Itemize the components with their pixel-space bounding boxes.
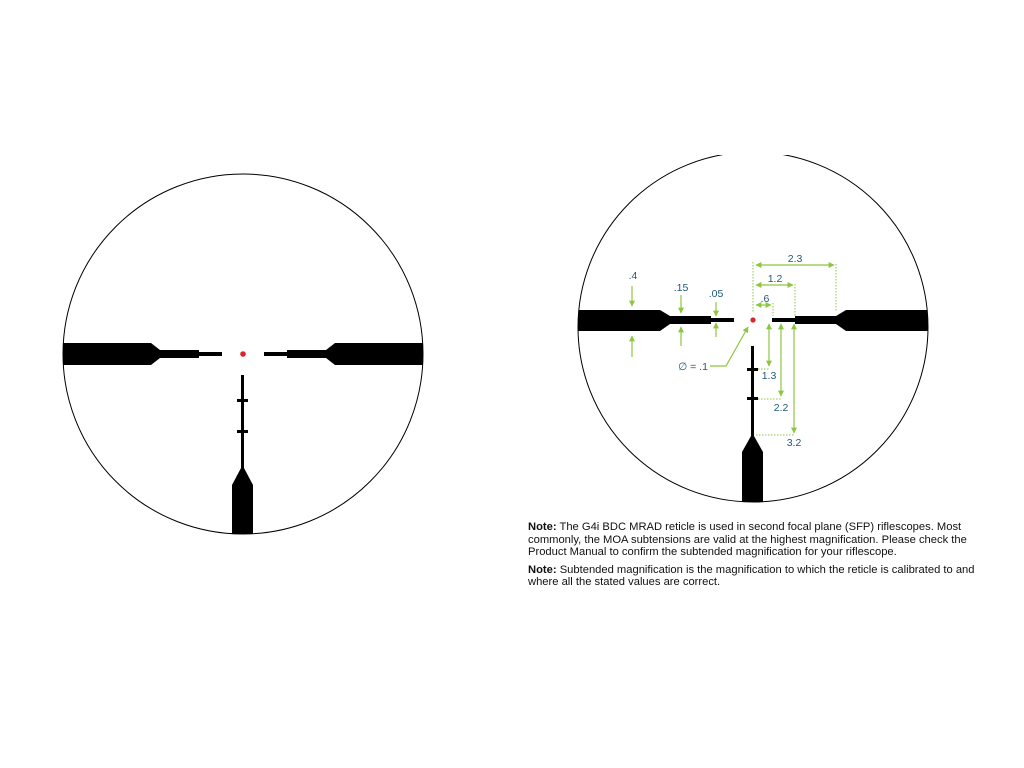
label-line-thickness: .05 bbox=[708, 288, 724, 300]
note-subtended-label: Note: bbox=[528, 563, 557, 576]
note-sfp bbox=[528, 521, 988, 559]
label-thin-line-length: 1.2 bbox=[767, 273, 783, 285]
label-taper-height: .15 bbox=[673, 282, 689, 294]
note-subtended-text: Subtended magnification is the magnification to which the reticle is calibrated to and where all the stated values are correct. bbox=[528, 563, 975, 588]
label-center-gap: .6 bbox=[760, 293, 770, 305]
plain-bdc-tick-2 bbox=[237, 430, 248, 433]
label-bdc-2: 2.2 bbox=[773, 402, 789, 414]
label-post-height: .4 bbox=[628, 270, 638, 282]
notes-block bbox=[528, 521, 988, 594]
dimensioned-reticle bbox=[570, 152, 936, 510]
note-sfp-text: The G4i BDC MRAD reticle is used in second focal plane (SFP) riflescopes. Most commonly, the MOA subtensions are valid at the highest magnification. Please check the Product Manual to confirm the subtended magnification for your riflescope. bbox=[528, 521, 967, 558]
label-bdc-1: 1.3 bbox=[761, 370, 777, 382]
dim-bdc-tick-2 bbox=[747, 397, 758, 400]
dim-center-dot bbox=[750, 317, 755, 322]
note-subtended bbox=[528, 564, 988, 589]
plain-bdc-tick-1 bbox=[237, 399, 248, 402]
dim-bottom-stem bbox=[751, 346, 754, 446]
dim-bottom-post bbox=[742, 436, 763, 510]
plain-bottom-stem bbox=[241, 375, 244, 475]
label-dot-diameter: ∅ = .1 bbox=[678, 361, 708, 373]
dim-bdc-tick-1 bbox=[747, 368, 758, 371]
note-sfp-label: Note: bbox=[528, 521, 557, 533]
label-post-start: 2.3 bbox=[787, 253, 803, 265]
plain-center-dot bbox=[240, 351, 246, 357]
label-post-top: 3.2 bbox=[786, 437, 802, 449]
plain-reticle bbox=[60, 174, 426, 540]
